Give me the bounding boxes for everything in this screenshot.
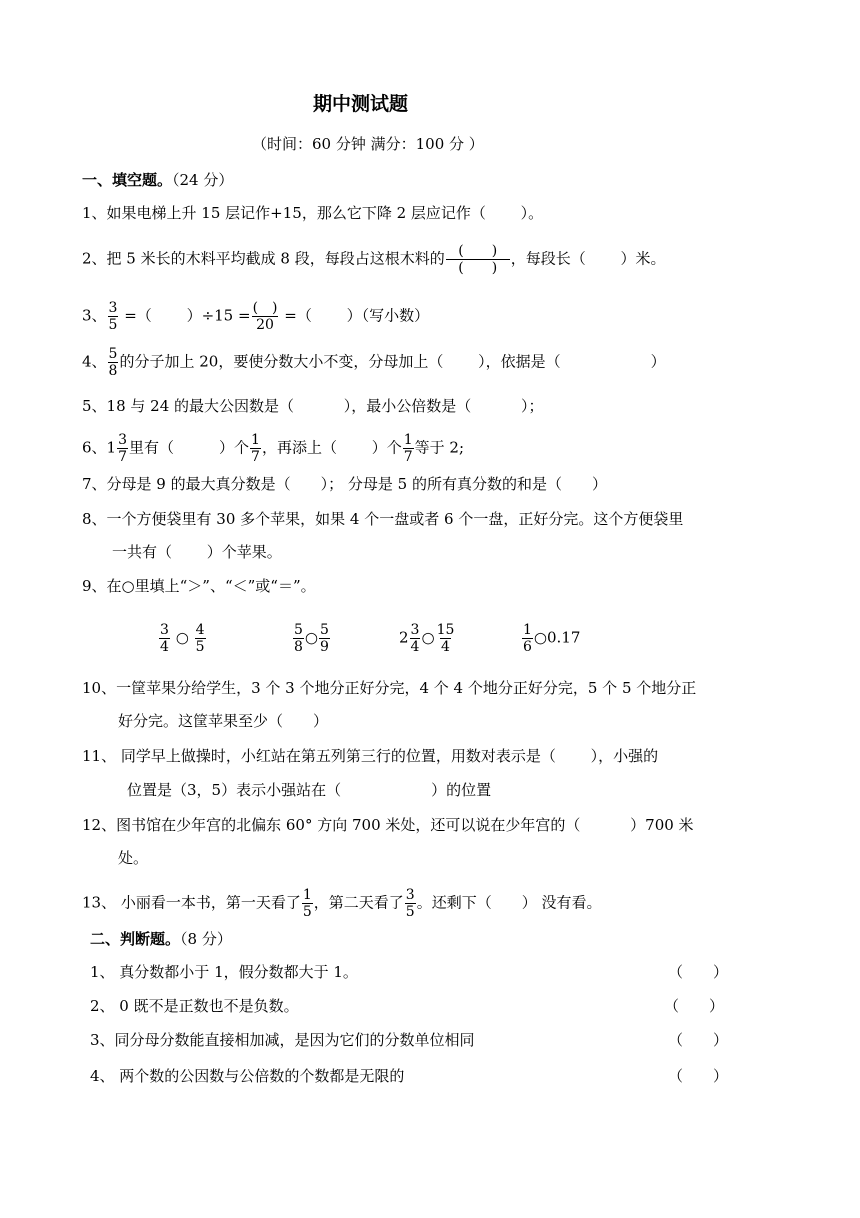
question-8-line-1: 8、一个方便袋里有 30 多个苹果，如果 4 个一盘或者 6 个一盘，正好分完。这个方便袋里 [82,510,684,528]
question-13-text-before: 13、 小丽看一本书，第一天看了 [82,893,301,912]
compare-c-whole: 2 [399,628,409,647]
fraction-numerator: 4 [195,622,205,638]
fraction-numerator: 3 [160,622,169,638]
question-6-text-2: ，再添上（ ）个 [261,438,402,457]
compare-circle[interactable]: ○ [304,628,319,647]
question-13-text-mid: ，第二天看了 [313,893,404,912]
compare-c-fraction-1 [410,622,421,655]
page-subtitle: （时间：60 分钟 满分：100 分 ） [252,135,484,153]
fraction-denominator: 8 [294,639,303,655]
page-title: 期中测试题 [313,93,409,115]
question-3-fraction-1 [108,300,119,333]
judge-answer-blank-3[interactable]: （ ） [668,1031,729,1049]
question-6-prefix: 6、1 [82,438,117,457]
question-2-text-before: 2、把 5 米长的木料平均截成 8 段，每段占这根木料的 [82,249,445,268]
fraction-denominator: 7 [251,449,260,465]
question-5: 5、18 与 24 的最大公因数是（ ），最小公倍数是（ ）； [82,397,544,415]
judge-answer-blank-4[interactable]: （ ） [668,1067,729,1085]
fraction-numerator: 1 [302,887,312,903]
question-4-prefix: 4、 [82,352,107,371]
compare-b-fraction-2 [319,622,330,655]
question-3-prefix: 3、 [82,306,107,325]
compare-item-c [399,622,456,655]
fraction-denominator: 5 [405,904,415,920]
compare-a-fraction-1 [159,622,170,655]
judge-answer-blank-1[interactable]: （ ） [668,963,729,981]
compare-a-fraction-2 [195,622,206,655]
judge-item-3: 3、同分母分数能直接相加减，是因为它们的分数单位相同 [90,1031,475,1049]
question-9: 9、在○里填上“＞”、“＜”或“＝”。 [82,577,316,595]
fraction-denominator: 5 [108,317,118,333]
fraction-denominator: 8 [108,363,118,379]
compare-circle[interactable]: ○ [421,628,435,647]
compare-item-b [292,622,331,655]
question-3-middle-2: =（ ）（写小数） [279,306,430,325]
compare-circle[interactable]: ○ [175,628,189,647]
fraction-numerator: 5 [294,622,303,638]
question-1: 1、如果电梯上升 15 层记作+15，那么它下降 2 层应记作（ ）。 [82,204,544,222]
question-10-line-1: 10、一筐苹果分给学生，3 个 3 个地分正好分完，4 个 4 个地分正好分完，5 个 5 个地分正 [82,679,697,697]
question-10-line-2: 好分完。这筐苹果至少（ ） [118,712,329,730]
question-12-line-2: 处。 [118,849,149,867]
question-11-line-2: 位置是（3，5）表示小强站在（ ）的位置 [127,781,492,799]
fraction-denominator: 20 [252,316,278,333]
question-6-text-3: 等于 2; [414,438,465,457]
judge-item-1: 1、 真分数都小于 1，假分数都大于 1。 [90,963,358,981]
question-6-fraction-2 [250,432,261,465]
compare-c-fraction-2 [436,622,456,655]
question-6 [82,432,464,465]
compare-d-fraction [522,622,533,655]
question-2 [82,243,666,276]
question-3-middle-1: =（ ）÷15 = [119,306,251,325]
fraction-numerator: 3 [118,432,128,448]
judge-item-4: 4、 两个数的公因数与公倍数的个数都是无限的 [90,1067,405,1085]
question-6-fraction-3 [403,432,414,465]
fraction-numerator: ( ) [458,243,498,259]
question-3 [82,300,429,333]
fraction-denominator: ( ) [446,259,510,276]
fraction-numerator: 3 [410,622,420,638]
question-4 [82,346,666,379]
question-6-fraction-1 [117,432,128,465]
fraction-numerator: 5 [108,346,118,362]
question-4-fraction [108,346,119,379]
fraction-denominator: 4 [160,639,169,655]
question-7: 7、分母是 9 的最大真分数是（ ）； 分母是 5 的所有真分数的和是（ ） [82,475,607,493]
question-13-fraction-2 [405,887,416,920]
fraction-denominator: 7 [118,449,128,465]
fraction-denominator: 6 [523,639,532,655]
judge-answer-blank-2[interactable]: （ ） [664,997,725,1015]
compare-item-d [521,622,580,655]
fraction-denominator: 4 [410,639,420,655]
fraction-numerator: ( ) [252,300,278,316]
question-2-text-after: ，每段长（ ）米。 [510,249,666,268]
fraction-denominator: 9 [320,639,329,655]
section-1-header [82,170,233,190]
compare-item-a [158,622,207,655]
question-2-fraction [446,243,510,276]
fraction-numerator: 1 [251,432,260,448]
question-3-fraction-2 [252,300,279,333]
fraction-numerator: 1 [523,622,532,638]
question-11-line-1: 11、 同学早上做操时，小红站在第五列第三行的位置，用数对表示是（ ），小强的 [82,747,659,765]
compare-b-fraction-1 [293,622,304,655]
fraction-numerator: 3 [405,887,415,903]
judge-item-2: 2、 0 既不是正数也不是负数。 [90,997,299,1015]
section-2-header [90,929,232,949]
section-2-heading: 二、判断题。 [90,930,181,948]
fraction-numerator: 1 [403,432,413,448]
fraction-denominator: 4 [441,639,450,655]
fraction-denominator: 5 [195,639,205,655]
question-4-text: 的分子加上 20，要使分数大小不变，分母加上（ ），依据是（ ） [119,352,666,371]
question-13-text-after: 。还剩下（ ） 没有看。 [416,893,602,912]
fraction-denominator: 7 [403,449,413,465]
question-13-fraction-1 [302,887,313,920]
question-6-text-1: 里有（ ）个 [129,438,250,457]
section-2-score: （8 分） [180,930,232,948]
question-8-line-2: 一共有（ ）个苹果。 [112,543,282,561]
fraction-denominator: 5 [302,904,312,920]
section-1-score: （24 分） [172,171,234,189]
fraction-numerator: 15 [436,622,455,638]
fraction-numerator: 5 [320,622,329,638]
section-1-heading: 一、填空题。 [82,171,173,189]
fraction-numerator: 3 [108,300,118,316]
question-13 [82,887,602,920]
question-12-line-1: 12、图书馆在少年宫的北偏东 60° 方向 700 米处，还可以说在少年宫的（ ）700 米 [82,816,694,834]
compare-circle[interactable]: ○0.17 [533,628,581,647]
